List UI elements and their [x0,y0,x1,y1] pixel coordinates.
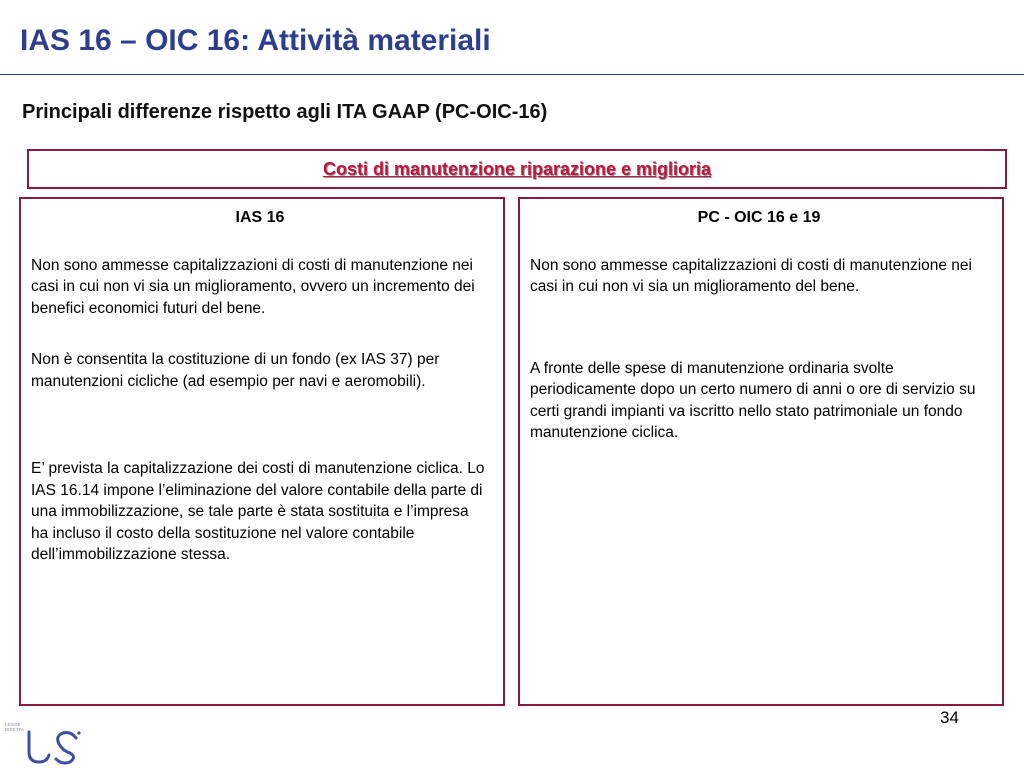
svg-text:LEGGE: LEGGE [5,722,21,727]
svg-text:DIRETTA: DIRETTA [5,727,24,732]
oic-column-header: PC - OIC 16 e 19 [697,209,821,226]
page-number: 34 [940,708,959,727]
ias16-paragraph-2: Non è consentita la costituzione di un fondo (ex IAS 37) per manutenzioni cicliche (ad esempio per navi e aeromobili). [31,351,440,390]
title-divider [0,74,1024,75]
ias16-column [19,197,505,706]
topic-title: Costi di manutenzione riparazione e miglioria [322,159,712,179]
us-logo-icon [2,718,82,766]
ias16-paragraph-3: E’ prevista la capitalizzazione dei costi di manutenzione ciclica. Lo IAS 16.14 impone l’eliminazione del valore contabile della parte di una immobilizzazione, se tale parte è stata sostituita e l’impresa ha incluso il costo della sostituzione nel valore contabile dell’immobilizzazione stessa. [31,460,485,563]
slide-subtitle: Principali differenze rispetto agli ITA GAAP (PC-OIC-16) [22,101,548,123]
oic-paragraph-1: Non sono ammesse capitalizzazioni di costi di manutenzione nei casi in cui non vi sia un miglioramento del bene. [530,256,972,295]
oic-paragraph-2: A fronte delle spese di manutenzione ordinaria svolte periodicamente dopo un certo numero di anni o ore di servizio su certi grandi impianti va iscritto nello stato patrimoniale un fondo manutenzione ciclica. [530,359,976,441]
ias16-column-header: IAS 16 [235,209,285,226]
topic-banner [27,149,1007,189]
ias16-paragraph-1: Non sono ammesse capitalizzazioni di costi di manutenzione nei casi in cui non vi sia un miglioramento, ovvero un incremento dei benefici economici futuri del bene. [31,256,475,317]
oic-column [518,197,1004,706]
slide-title: IAS 16 – OIC 16: Attività materiali [20,24,491,57]
